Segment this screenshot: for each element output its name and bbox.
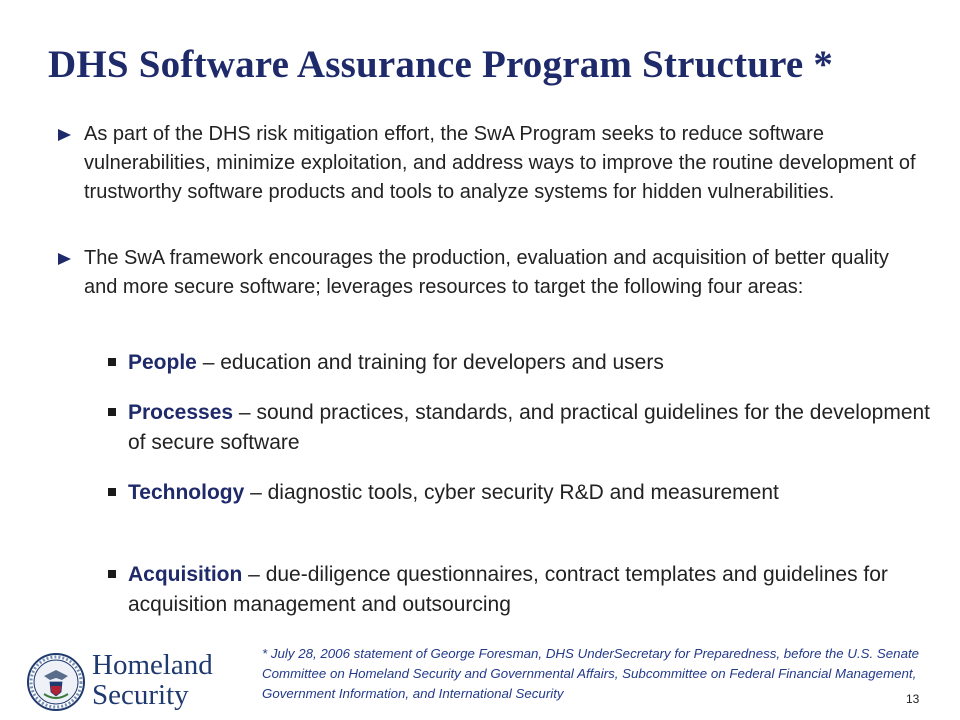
area-term: People (128, 351, 197, 374)
area-term: Technology (128, 481, 245, 504)
area-item-acquisition (102, 560, 932, 620)
bullet-text: As part of the DHS risk mitigation effort, the SwA Program seeks to reduce software vulnerabilities, minimize exploitation, and address ways to improve the routine development of trustworthy software products and tools to analyze systems for hidden vulnerabilities. (84, 123, 916, 203)
area-description: – due-diligence questionnaires, contract templates and guidelines for acquisition management and outsourcing (128, 563, 888, 616)
area-item-technology (102, 478, 932, 508)
area-item-people (102, 348, 932, 378)
bullet-text: The SwA framework encourages the production, evaluation and acquisition of better quality and more secure software; leverages resources to target the following four areas: (84, 247, 889, 298)
square-bullet-icon (108, 570, 116, 578)
logo-line-homeland: Homeland (92, 649, 213, 681)
area-description: – sound practices, standards, and practical guidelines for the development of secure software (128, 401, 931, 454)
dhs-seal-icon (26, 652, 86, 712)
page-number: 13 (906, 692, 920, 706)
square-bullet-icon (108, 488, 116, 496)
slide-title: DHS Software Assurance Program Structure * (48, 43, 834, 86)
logo-line-security: Security (92, 679, 189, 711)
square-bullet-icon (108, 358, 116, 366)
arrow-bullet-icon (58, 129, 71, 141)
square-bullet-icon (108, 408, 116, 416)
area-item-processes (102, 398, 932, 458)
area-description: – diagnostic tools, cyber security R&D and measurement (244, 481, 779, 504)
bullet-item (58, 120, 918, 207)
dhs-logo (22, 650, 242, 714)
footnote: * July 28, 2006 statement of George Foresman, DHS UnderSecretary for Preparedness, before the U.S. Senate Committee on Homeland Security and Governmental Affairs, Subcommittee on Federal Financial Management, Government Information, and International Security (262, 646, 920, 701)
bullet-item (58, 244, 918, 302)
arrow-bullet-icon (58, 253, 71, 265)
area-description: – education and training for developers and users (196, 351, 664, 374)
area-term: Processes (128, 401, 234, 424)
area-term: Acquisition (128, 563, 243, 586)
